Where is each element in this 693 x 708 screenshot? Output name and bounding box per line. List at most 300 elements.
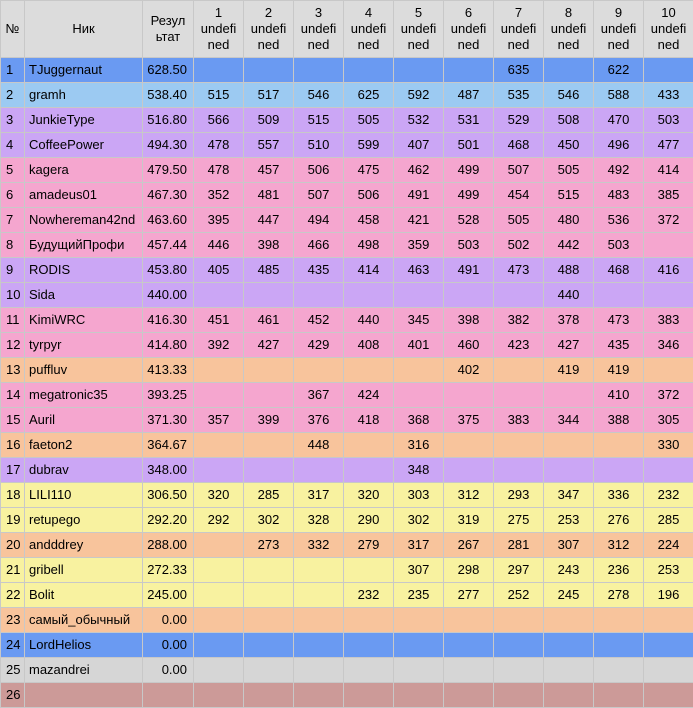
round-value: 320	[344, 483, 394, 508]
table-row[interactable]	[1, 108, 693, 133]
round-value: 407	[394, 133, 444, 158]
round-value: 278	[594, 583, 644, 608]
round-value: 328	[294, 508, 344, 533]
round-value	[194, 283, 244, 308]
round-value: 478	[194, 158, 244, 183]
row-index: 22	[1, 583, 25, 608]
round-value: 429	[294, 333, 344, 358]
round-value: 505	[494, 208, 544, 233]
round-value: 557	[244, 133, 294, 158]
header-round-6[interactable]	[444, 1, 494, 58]
round-value: 635	[494, 58, 544, 83]
round-value: 506	[294, 158, 344, 183]
round-value: 531	[444, 108, 494, 133]
header-round-number: 2	[244, 5, 293, 21]
row-index: 26	[1, 683, 25, 708]
round-value: 509	[244, 108, 294, 133]
round-value: 454	[494, 183, 544, 208]
round-value: 293	[494, 483, 544, 508]
round-value: 505	[344, 108, 394, 133]
header-round-number: 8	[544, 5, 593, 21]
round-value: 277	[444, 583, 494, 608]
row-score	[143, 683, 194, 708]
row-nick: LordHelios	[25, 633, 143, 658]
header-round-title: undefi ned	[194, 21, 243, 53]
round-value	[444, 458, 494, 483]
round-value: 457	[244, 158, 294, 183]
round-value: 424	[344, 383, 394, 408]
round-value	[394, 608, 444, 633]
round-value: 330	[644, 433, 693, 458]
round-value	[594, 433, 644, 458]
round-value	[194, 383, 244, 408]
round-value	[644, 58, 693, 83]
header-round-9[interactable]	[594, 1, 644, 58]
round-value: 435	[594, 333, 644, 358]
round-value: 488	[544, 258, 594, 283]
round-value	[244, 283, 294, 308]
row-nick: KimiWRC	[25, 308, 143, 333]
round-value	[644, 233, 693, 258]
round-value	[494, 458, 544, 483]
round-value	[594, 458, 644, 483]
round-value: 468	[494, 133, 544, 158]
row-index: 7	[1, 208, 25, 233]
table-row[interactable]	[1, 608, 693, 633]
round-value	[344, 558, 394, 583]
row-index: 17	[1, 458, 25, 483]
round-value	[494, 283, 544, 308]
round-value: 414	[344, 258, 394, 283]
round-value: 503	[594, 233, 644, 258]
round-value: 276	[594, 508, 644, 533]
round-value: 236	[594, 558, 644, 583]
round-value: 442	[544, 233, 594, 258]
round-value	[394, 683, 444, 708]
round-value: 592	[394, 83, 444, 108]
row-index: 13	[1, 358, 25, 383]
row-score: 457.44	[143, 233, 194, 258]
round-value: 285	[244, 483, 294, 508]
round-value	[244, 658, 294, 683]
round-value: 423	[494, 333, 544, 358]
round-value	[244, 58, 294, 83]
round-value: 398	[444, 308, 494, 333]
row-score: 393.25	[143, 383, 194, 408]
row-score: 364.67	[143, 433, 194, 458]
row-index: 23	[1, 608, 25, 633]
table-row[interactable]	[1, 658, 693, 683]
round-value	[344, 433, 394, 458]
round-value: 395	[194, 208, 244, 233]
round-value: 532	[394, 108, 444, 133]
round-value	[644, 283, 693, 308]
round-value: 348	[394, 458, 444, 483]
round-value: 477	[644, 133, 693, 158]
row-nick: megatronic35	[25, 383, 143, 408]
row-score: 292.20	[143, 508, 194, 533]
round-value	[494, 358, 544, 383]
round-value: 427	[544, 333, 594, 358]
round-value: 494	[294, 208, 344, 233]
round-value	[544, 633, 594, 658]
round-value: 450	[544, 133, 594, 158]
round-value: 307	[544, 533, 594, 558]
row-score: 463.60	[143, 208, 194, 233]
round-value: 243	[544, 558, 594, 583]
round-value: 401	[394, 333, 444, 358]
table-row[interactable]	[1, 208, 693, 233]
row-score: 0.00	[143, 633, 194, 658]
round-value	[444, 383, 494, 408]
round-value	[244, 683, 294, 708]
round-value	[544, 383, 594, 408]
round-value: 275	[494, 508, 544, 533]
header-round-8[interactable]	[544, 1, 594, 58]
round-value: 398	[244, 233, 294, 258]
round-value	[194, 558, 244, 583]
header-result[interactable]	[143, 1, 194, 58]
round-value: 536	[594, 208, 644, 233]
round-value: 452	[294, 308, 344, 333]
row-index: 21	[1, 558, 25, 583]
round-value: 367	[294, 383, 344, 408]
round-value	[644, 633, 693, 658]
round-value: 485	[244, 258, 294, 283]
round-value: 546	[544, 83, 594, 108]
round-value: 478	[194, 133, 244, 158]
row-index: 10	[1, 283, 25, 308]
header-round-2[interactable]	[244, 1, 294, 58]
round-value	[194, 583, 244, 608]
header-round-10[interactable]	[644, 1, 693, 58]
round-value: 253	[544, 508, 594, 533]
round-value: 458	[344, 208, 394, 233]
round-value: 473	[494, 258, 544, 283]
round-value	[544, 658, 594, 683]
row-nick: JunkieType	[25, 108, 143, 133]
header-round-title: undefi ned	[394, 21, 443, 53]
round-value	[494, 633, 544, 658]
table-body	[1, 58, 693, 708]
round-value: 317	[294, 483, 344, 508]
round-value	[394, 658, 444, 683]
row-index: 4	[1, 133, 25, 158]
round-value	[644, 458, 693, 483]
round-value: 491	[394, 183, 444, 208]
header-round-5[interactable]	[394, 1, 444, 58]
row-score: 467.30	[143, 183, 194, 208]
round-value	[594, 683, 644, 708]
round-value: 419	[594, 358, 644, 383]
row-nick: mazandrei	[25, 658, 143, 683]
round-value: 267	[444, 533, 494, 558]
row-nick: Bolit	[25, 583, 143, 608]
table-row[interactable]	[1, 458, 693, 483]
round-value: 388	[594, 408, 644, 433]
row-score: 516.80	[143, 108, 194, 133]
table-row[interactable]	[1, 533, 693, 558]
table-row[interactable]	[1, 633, 693, 658]
round-value	[644, 608, 693, 633]
row-score: 453.80	[143, 258, 194, 283]
round-value	[294, 558, 344, 583]
round-value: 383	[494, 408, 544, 433]
round-value: 383	[644, 308, 693, 333]
row-index: 15	[1, 408, 25, 433]
round-value: 253	[644, 558, 693, 583]
row-score: 0.00	[143, 608, 194, 633]
round-value: 507	[294, 183, 344, 208]
round-value	[544, 58, 594, 83]
round-value: 507	[494, 158, 544, 183]
round-value	[394, 633, 444, 658]
round-value: 427	[244, 333, 294, 358]
header-round-title: undefi ned	[444, 21, 493, 53]
round-value	[444, 658, 494, 683]
table-row[interactable]	[1, 483, 693, 508]
header-row	[1, 1, 693, 58]
round-value: 402	[444, 358, 494, 383]
round-value	[594, 283, 644, 308]
round-value	[444, 58, 494, 83]
row-nick: gribell	[25, 558, 143, 583]
round-value: 483	[594, 183, 644, 208]
round-value: 317	[394, 533, 444, 558]
round-value: 460	[444, 333, 494, 358]
round-value	[194, 533, 244, 558]
header-num[interactable]: №	[1, 1, 25, 58]
round-value: 245	[544, 583, 594, 608]
round-value	[644, 358, 693, 383]
round-value	[494, 608, 544, 633]
round-value	[194, 433, 244, 458]
row-nick: faeton2	[25, 433, 143, 458]
round-value: 463	[394, 258, 444, 283]
round-value: 336	[594, 483, 644, 508]
table-row[interactable]	[1, 383, 693, 408]
round-value: 599	[344, 133, 394, 158]
round-value	[344, 358, 394, 383]
round-value: 252	[494, 583, 544, 608]
round-value	[444, 283, 494, 308]
header-round-title: undefi ned	[544, 21, 593, 53]
round-value: 345	[394, 308, 444, 333]
round-value: 416	[644, 258, 693, 283]
round-value	[594, 608, 644, 633]
round-value: 421	[394, 208, 444, 233]
round-value	[244, 633, 294, 658]
round-value: 382	[494, 308, 544, 333]
round-value: 481	[244, 183, 294, 208]
header-round-number: 1	[194, 5, 243, 21]
round-value: 302	[394, 508, 444, 533]
round-value: 290	[344, 508, 394, 533]
round-value: 446	[194, 233, 244, 258]
row-score: 245.00	[143, 583, 194, 608]
round-value: 408	[344, 333, 394, 358]
row-index: 25	[1, 658, 25, 683]
header-round-title: undefi ned	[244, 21, 293, 53]
round-value: 510	[294, 133, 344, 158]
round-value	[194, 458, 244, 483]
round-value: 496	[594, 133, 644, 158]
row-index: 1	[1, 58, 25, 83]
header-round-1[interactable]	[194, 1, 244, 58]
round-value: 622	[594, 58, 644, 83]
round-value	[444, 683, 494, 708]
row-nick: andddrey	[25, 533, 143, 558]
table-row[interactable]	[1, 558, 693, 583]
round-value	[244, 608, 294, 633]
row-score: 371.30	[143, 408, 194, 433]
row-score: 0.00	[143, 658, 194, 683]
round-value: 440	[544, 283, 594, 308]
round-value: 235	[394, 583, 444, 608]
round-value	[544, 458, 594, 483]
round-value: 285	[644, 508, 693, 533]
table-row[interactable]	[1, 683, 693, 708]
round-value: 535	[494, 83, 544, 108]
round-value	[544, 683, 594, 708]
header-round-number: 6	[444, 5, 493, 21]
round-value: 273	[244, 533, 294, 558]
table-row[interactable]	[1, 258, 693, 283]
row-nick: RODIS	[25, 258, 143, 283]
table-row[interactable]	[1, 583, 693, 608]
round-value: 346	[644, 333, 693, 358]
round-value: 307	[394, 558, 444, 583]
round-value	[294, 58, 344, 83]
round-value	[444, 608, 494, 633]
round-value: 405	[194, 258, 244, 283]
round-value	[194, 58, 244, 83]
round-value	[194, 658, 244, 683]
row-nick: tyrpyr	[25, 333, 143, 358]
row-nick: Auril	[25, 408, 143, 433]
table-row[interactable]	[1, 58, 693, 83]
table-row[interactable]	[1, 158, 693, 183]
round-value: 440	[344, 308, 394, 333]
table-row[interactable]	[1, 308, 693, 333]
round-value: 506	[344, 183, 394, 208]
round-value: 473	[594, 308, 644, 333]
row-index: 18	[1, 483, 25, 508]
round-value: 503	[444, 233, 494, 258]
round-value: 302	[244, 508, 294, 533]
round-value	[394, 358, 444, 383]
round-value: 461	[244, 308, 294, 333]
round-value	[294, 683, 344, 708]
round-value: 399	[244, 408, 294, 433]
round-value: 447	[244, 208, 294, 233]
round-value	[494, 433, 544, 458]
round-value: 515	[294, 108, 344, 133]
round-value: 297	[494, 558, 544, 583]
round-value: 298	[444, 558, 494, 583]
round-value: 372	[644, 383, 693, 408]
round-value	[194, 683, 244, 708]
header-round-title: undefi ned	[494, 21, 543, 53]
round-value: 357	[194, 408, 244, 433]
row-score: 494.30	[143, 133, 194, 158]
row-score: 414.80	[143, 333, 194, 358]
round-value: 487	[444, 83, 494, 108]
row-score: 628.50	[143, 58, 194, 83]
table-row[interactable]	[1, 508, 693, 533]
header-round-title: undefi ned	[594, 21, 643, 53]
round-value	[244, 383, 294, 408]
row-score: 413.33	[143, 358, 194, 383]
round-value	[594, 633, 644, 658]
table-row[interactable]	[1, 183, 693, 208]
row-index: 3	[1, 108, 25, 133]
row-index: 12	[1, 333, 25, 358]
header-round-7[interactable]	[494, 1, 544, 58]
round-value	[294, 633, 344, 658]
table-row[interactable]	[1, 83, 693, 108]
row-index: 6	[1, 183, 25, 208]
round-value	[294, 283, 344, 308]
table-row[interactable]	[1, 408, 693, 433]
round-value	[544, 433, 594, 458]
round-value	[544, 608, 594, 633]
header-nick[interactable]: Ник	[25, 1, 143, 58]
row-score: 272.33	[143, 558, 194, 583]
row-score: 288.00	[143, 533, 194, 558]
table-row[interactable]	[1, 333, 693, 358]
round-value: 491	[444, 258, 494, 283]
round-value: 418	[344, 408, 394, 433]
round-value: 344	[544, 408, 594, 433]
round-value	[494, 683, 544, 708]
round-value	[294, 658, 344, 683]
table-row[interactable]	[1, 233, 693, 258]
row-index: 11	[1, 308, 25, 333]
round-value: 625	[344, 83, 394, 108]
round-value: 305	[644, 408, 693, 433]
round-value: 475	[344, 158, 394, 183]
round-value: 499	[444, 158, 494, 183]
header-round-3[interactable]	[294, 1, 344, 58]
round-value	[644, 683, 693, 708]
row-nick: самый_обычный	[25, 608, 143, 633]
round-value: 232	[344, 583, 394, 608]
round-value	[494, 383, 544, 408]
row-nick: Nowhereman42nd	[25, 208, 143, 233]
header-round-title: undefi ned	[344, 21, 393, 53]
table-row[interactable]	[1, 133, 693, 158]
row-score: 348.00	[143, 458, 194, 483]
round-value	[194, 608, 244, 633]
round-value: 372	[644, 208, 693, 233]
round-value: 517	[244, 83, 294, 108]
round-value: 462	[394, 158, 444, 183]
round-value: 498	[344, 233, 394, 258]
round-value	[344, 58, 394, 83]
table-row[interactable]	[1, 358, 693, 383]
row-index: 14	[1, 383, 25, 408]
table-row[interactable]	[1, 433, 693, 458]
round-value	[344, 633, 394, 658]
header-round-4[interactable]	[344, 1, 394, 58]
round-value: 376	[294, 408, 344, 433]
table-row[interactable]	[1, 283, 693, 308]
header-result-label: Резул ьтат	[151, 13, 186, 44]
round-value: 466	[294, 233, 344, 258]
row-nick: amadeus01	[25, 183, 143, 208]
round-value	[244, 583, 294, 608]
